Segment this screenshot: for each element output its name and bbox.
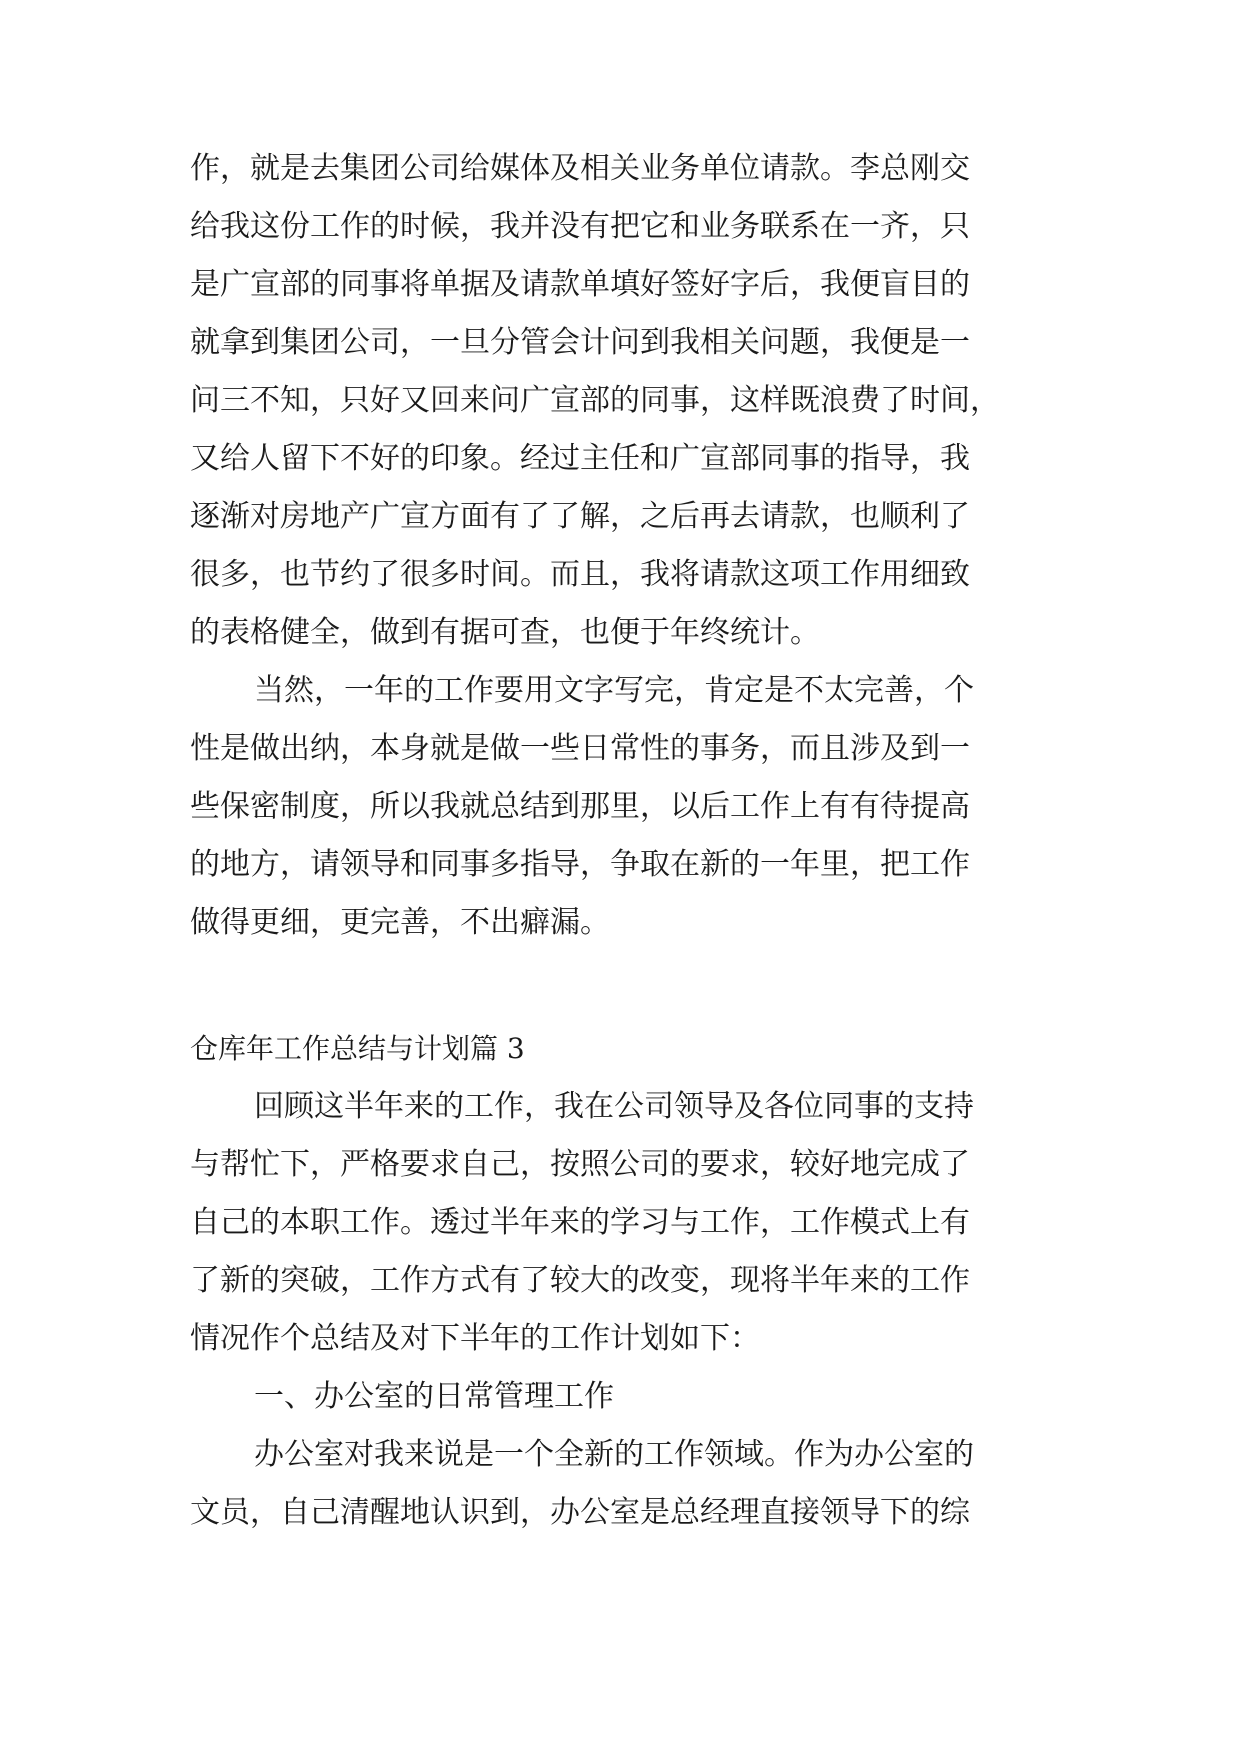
text-line: 自己的本职工作。透过半年来的学习与工作，工作模式上有: [190, 1205, 970, 1240]
text-line: 办公室对我来说是一个全新的工作领域。作为办公室的: [254, 1437, 974, 1472]
text-line: 逐渐对房地产广宣方面有了了解，之后再去请款，也顺利了: [190, 499, 970, 534]
text-line: 当然，一年的工作要用文字写完，肯定是不太完善，个: [254, 673, 974, 708]
paragraph-continued: [190, 140, 1052, 662]
text-line: 就拿到集团公司，一旦分管会计问到我相关问题，我便是一: [190, 325, 970, 360]
subheading: 一、办公室的日常管理工作: [254, 1379, 614, 1414]
paragraph-conclusion: [190, 662, 1052, 952]
text-line: 问三不知，只好又回来问广宣部的同事，这样既浪费了时间，: [190, 383, 1000, 418]
text-line: 又给人留下不好的印象。经过主任和广宣部同事的指导，我: [190, 441, 970, 476]
text-line: 与帮忙下，严格要求自己，按照公司的要求，较好地完成了: [190, 1147, 970, 1182]
paragraph-office: [190, 1426, 1052, 1542]
text-line: 文员，自己清醒地认识到，办公室是总经理直接领导下的综: [190, 1495, 970, 1530]
text-line: 情况作个总结及对下半年的工作计划如下：: [190, 1321, 760, 1356]
text-line: 作，就是去集团公司给媒体及相关业务单位请款。李总刚交: [190, 151, 970, 186]
text-line: 的地方，请领导和同事多指导，争取在新的一年里，把工作: [190, 847, 970, 882]
text-line: 些保密制度，所以我就总结到那里，以后工作上有有待提高: [190, 789, 970, 824]
text-line: 做得更细，更完善，不出癖漏。: [190, 905, 610, 940]
text-line: 了新的突破，工作方式有了较大的改变，现将半年来的工作: [190, 1263, 970, 1298]
text-line: 回顾这半年来的工作，我在公司领导及各位同事的支持: [254, 1089, 974, 1124]
text-line: 的表格健全，做到有据可查，也便于年终统计。: [190, 615, 820, 650]
text-line: 性是做出纳，本身就是做一些日常性的事务，而且涉及到一: [190, 731, 970, 766]
section-heading: 仓库年工作总结与计划篇 3: [190, 1032, 525, 1065]
text-line: 很多，也节约了很多时间。而且，我将请款这项工作用细致: [190, 557, 970, 592]
text-line: 是广宣部的同事将单据及请款单填好签好字后，我便盲目的: [190, 267, 970, 302]
paragraph-review: [190, 1078, 1052, 1368]
document-body: [190, 140, 1052, 1542]
text-line: 给我这份工作的时候，我并没有把它和业务联系在一齐，只: [190, 209, 970, 244]
